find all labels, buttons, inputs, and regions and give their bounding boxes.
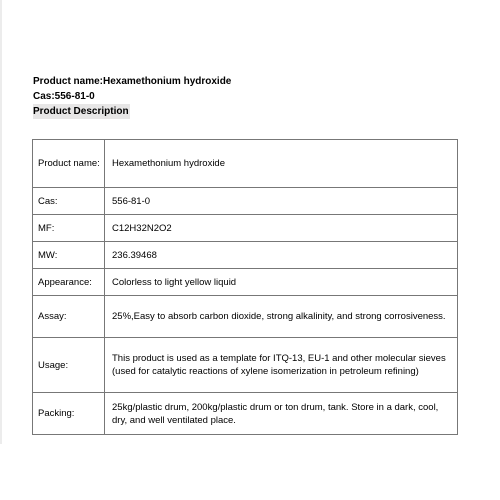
row-label-cas: Cas: [33,188,105,215]
row-value-usage: This product is used as a template for ITQ-13, EU-1 and other molecular sieves (used for catalytic reactions of xylene isomerization in petroleum refining) [105,338,458,393]
row-label-usage: Usage: [33,338,105,393]
product-spec-table [32,139,458,435]
row-value-mf: C12H32N2O2 [105,215,458,242]
table-row [33,188,458,215]
row-label-appearance: Appearance: [33,269,105,296]
table-row [33,140,458,188]
row-label-product-name: Product name: [33,140,105,188]
product-description-title: Product Description [33,106,129,117]
table-row [33,215,458,242]
row-label-assay: Assay: [33,296,105,338]
product-header [33,74,231,119]
row-label-mf: MF: [33,215,105,242]
row-label-packing: Packing: [33,393,105,435]
table-row [33,269,458,296]
table-row [33,242,458,269]
row-label-mw: MW: [33,242,105,269]
row-value-product-name: Hexamethonium hydroxide [105,140,458,188]
row-value-appearance: Colorless to light yellow liquid [105,269,458,296]
table-row [33,338,458,393]
table-row [33,393,458,435]
product-name-heading: Product name:Hexamethonium hydroxide [33,76,232,87]
page-left-edge [0,0,2,444]
row-value-cas: 556-81-0 [105,188,458,215]
table-row [33,296,458,338]
row-value-mw: 236.39468 [105,242,458,269]
row-value-packing: 25kg/plastic drum, 200kg/plastic drum or ton drum, tank. Store in a dark, cool, dry, and well ventilated place. [105,393,458,435]
row-value-assay: 25%,Easy to absorb carbon dioxide, strong alkalinity, and strong corrosiveness. [105,296,458,338]
cas-heading: Cas:556-81-0 [33,91,95,102]
